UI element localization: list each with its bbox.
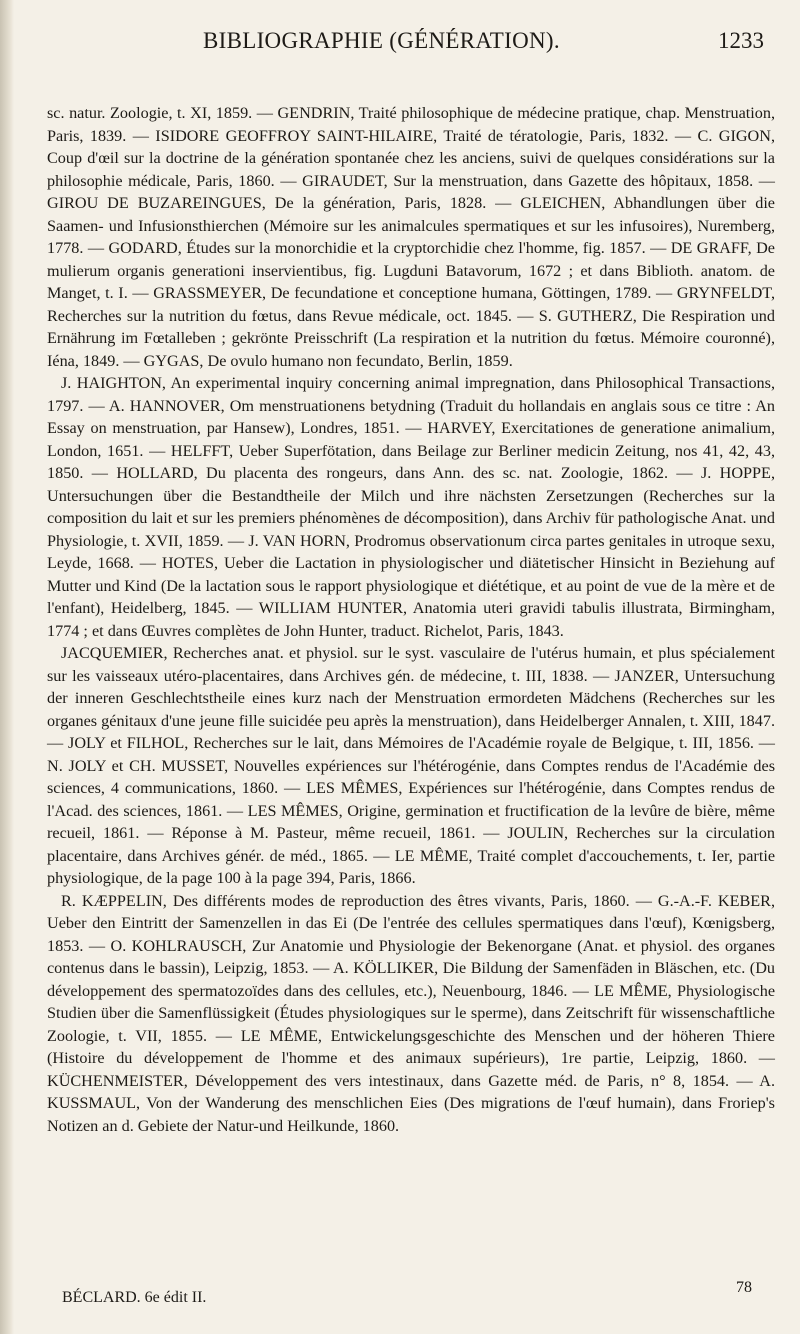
bibliography-paragraph: J. HAIGHTON, An experimental inquiry concerning animal impregnation, dans Philosophical Transactions, 1797. — A. HANNOVER, Om menstruationens betydning (Traduit du hollandais en anglais sous ce titre : An Essay on menstruation, par Hansew), Londres, 1851. — HARVEY, Exercitationes de generatione animalium, London, 1651. — HELFFT, Ueber Superfötation, dans Beilage zur Berliner medicin Zeitung, nos 41, 42, 43, 1850. — HOLLARD, Du placenta des rongeurs, dans Ann. des sc. nat. Zoologie, 1862. — J. HOPPE, Untersuchungen über die Bestandtheile der Milch und ihre nächsten Zersetzungen (Recherches sur la composition du lait et sur les premiers phénomènes de décomposition), dans Archiv für pathologische Anat. und Physiologie, t. XVII, 1859. — J. VAN HORN, Prodromus observationum circa partes genitales in utroque sexu, Leyde, 1668. — HOTES, Ueber die Lactation in physiologischer und diätetischer Hinsicht in Beziehung auf Mutter und Kind (De la lactation sous le rapport physiologique et diététique, et au point de vue de la mère et de l'enfant), Heidelberg, 1845. — WILLIAM HUNTER, Anatomia uteri gravidi tabulis illustrata, Birmingham, 1774 ; et dans Œuvres complètes de John Hunter, traduct. Richelot, Paris, 1843. [47,374,775,640]
bibliography-text [47,102,775,1137]
page-gutter-shadow [0,0,14,1334]
bibliography-paragraph: sc. natur. Zoologie, t. XI, 1859. — GENDRIN, Traité philosophique de médecine pratique, chap. Menstruation, Paris, 1839. — ISIDORE GEOFFROY SAINT-HILAIRE, Traité de tératologie, Paris, 1832. — C. GIGON, Coup d'œil sur la doctrine de la génération spontanée chez les anciens, suivi de quelques considérations sur la philosophie médicale, Paris, 1860. — GIRAUDET, Sur la menstruation, dans Gazette des hôpitaux, 1858. — GIROU DE BUZAREINGUES, De la génération, Paris, 1828. — GLEICHEN, Abhandlungen über die Saamen- und Infusionsthierchen (Mémoire sur les animalcules spermatiques et sur les infusoires), Nuremberg, 1778. — GODARD, Études sur la monorchidie et la cryptorchidie chez l'homme, fig. 1857. — DE GRAFF, De mulierum organis generationi inservientibus, fig. Lugduni Batavorum, 1672 ; et dans Biblioth. anatom. de Manget, t. I. — GRASSMEYER, De fecundatione et conceptione humana, Göttingen, 1789. — GRYNFELDT, Recherches sur la nutrition du fœtus, dans Revue médicale, oct. 1845. — S. GUTHERZ, Die Respiration und Ernährung im Fœtalleben ; gekrönte Preisschrift (La respiration et la nutrition du fœtus. Mémoire couronné), Iéna, 1849. — GYGAS, De ovulo humano non fecundato, Berlin, 1859. [47,104,775,370]
page-number: 1233 [718,28,764,53]
running-head: BIBLIOGRAPHIE (GÉNÉRATION). [203,28,560,53]
signature-number: 78 [736,1279,752,1296]
page-header [0,20,800,60]
signature-mark: BÉCLARD. 6e édit II. [62,1289,207,1306]
bibliography-paragraph: R. KÆPPELIN, Des différents modes de reproduction des êtres vivants, Paris, 1860. — G.-A.-F. KEBER, Ueber den Eintritt der Samenzellen in das Ei (De l'entrée des cellules spermatiques dans l'œuf), Kœnigsberg, 1853. — O. KOHLRAUSCH, Zur Anatomie und Physiologie der Bekenorgane (Anat. et physiol. des organes contenus dans le bassin), Leipzig, 1853. — A. KÖLLIKER, Die Bildung der Samenfäden in Bläschen, etc. (Du développement des spermatozoïdes dans des cellules, etc.), Neuenbourg, 1846. — LE MÊME, Physiologische Studien über die Samenflüssigkeit (Études physiologiques sur le sperme), dans Zeitschrift für wissenschaftliche Zoologie, t. VII, 1855. — LE MÊME, Entwickelungsgeschichte des Menschen und der höheren Thiere (Histoire du développement de l'homme et des animaux supérieurs), 1re partie, Leipzig, 1860. — KÜCHENMEISTER, Développement des vers intestinaux, dans Gazette méd. de Paris, n° 8, 1854. — A. KUSSMAUL, Von der Wanderung des menschlichen Eies (Des migrations de l'œuf humain), dans Froriep's Notizen an d. Gebiete der Natur-und Heilkunde, 1860. [47,891,775,1135]
signature-line [62,1279,752,1315]
bibliography-paragraph: JACQUEMIER, Recherches anat. et physiol. sur le syst. vasculaire de l'utérus humain, et plus spécialement sur les vaisseaux utéro-placentaires, dans Archives gén. de médecine, t. III, 1838. — JANZER, Untersuchung der inneren Geschlechtstheile eines kurz nach der Menstruation ermordeten Mädchens (Recherches sur les organes génitaux d'une jeune fille suicidée peu après la menstruation), dans Heidelberger Annalen, t. XIII, 1847. — JOLY et FILHOL, Recherches sur le lait, dans Mémoires de l'Académie royale de Belgique, t. III, 1856. — N. JOLY et CH. MUSSET, Nouvelles expériences sur l'hétérogénie, dans Comptes rendus de l'Académie des sciences, 4 communications, 1860. — LES MÊMES, Expériences sur l'hétérogénie, dans Comptes rendus de l'Acad. des sciences, 1861. — LES MÊMES, Origine, germination et fructification de la levûre de bière, même recueil, 1861. — Réponse à M. Pasteur, même recueil, 1861. — JOULIN, Recherches sur la circulation placentaire, dans Archives génér. de méd., 1865. — LE MÊME, Traité complet d'accouchements, t. Ier, partie physiologique, de la page 100 à la page 394, Paris, 1866. [47,644,775,887]
